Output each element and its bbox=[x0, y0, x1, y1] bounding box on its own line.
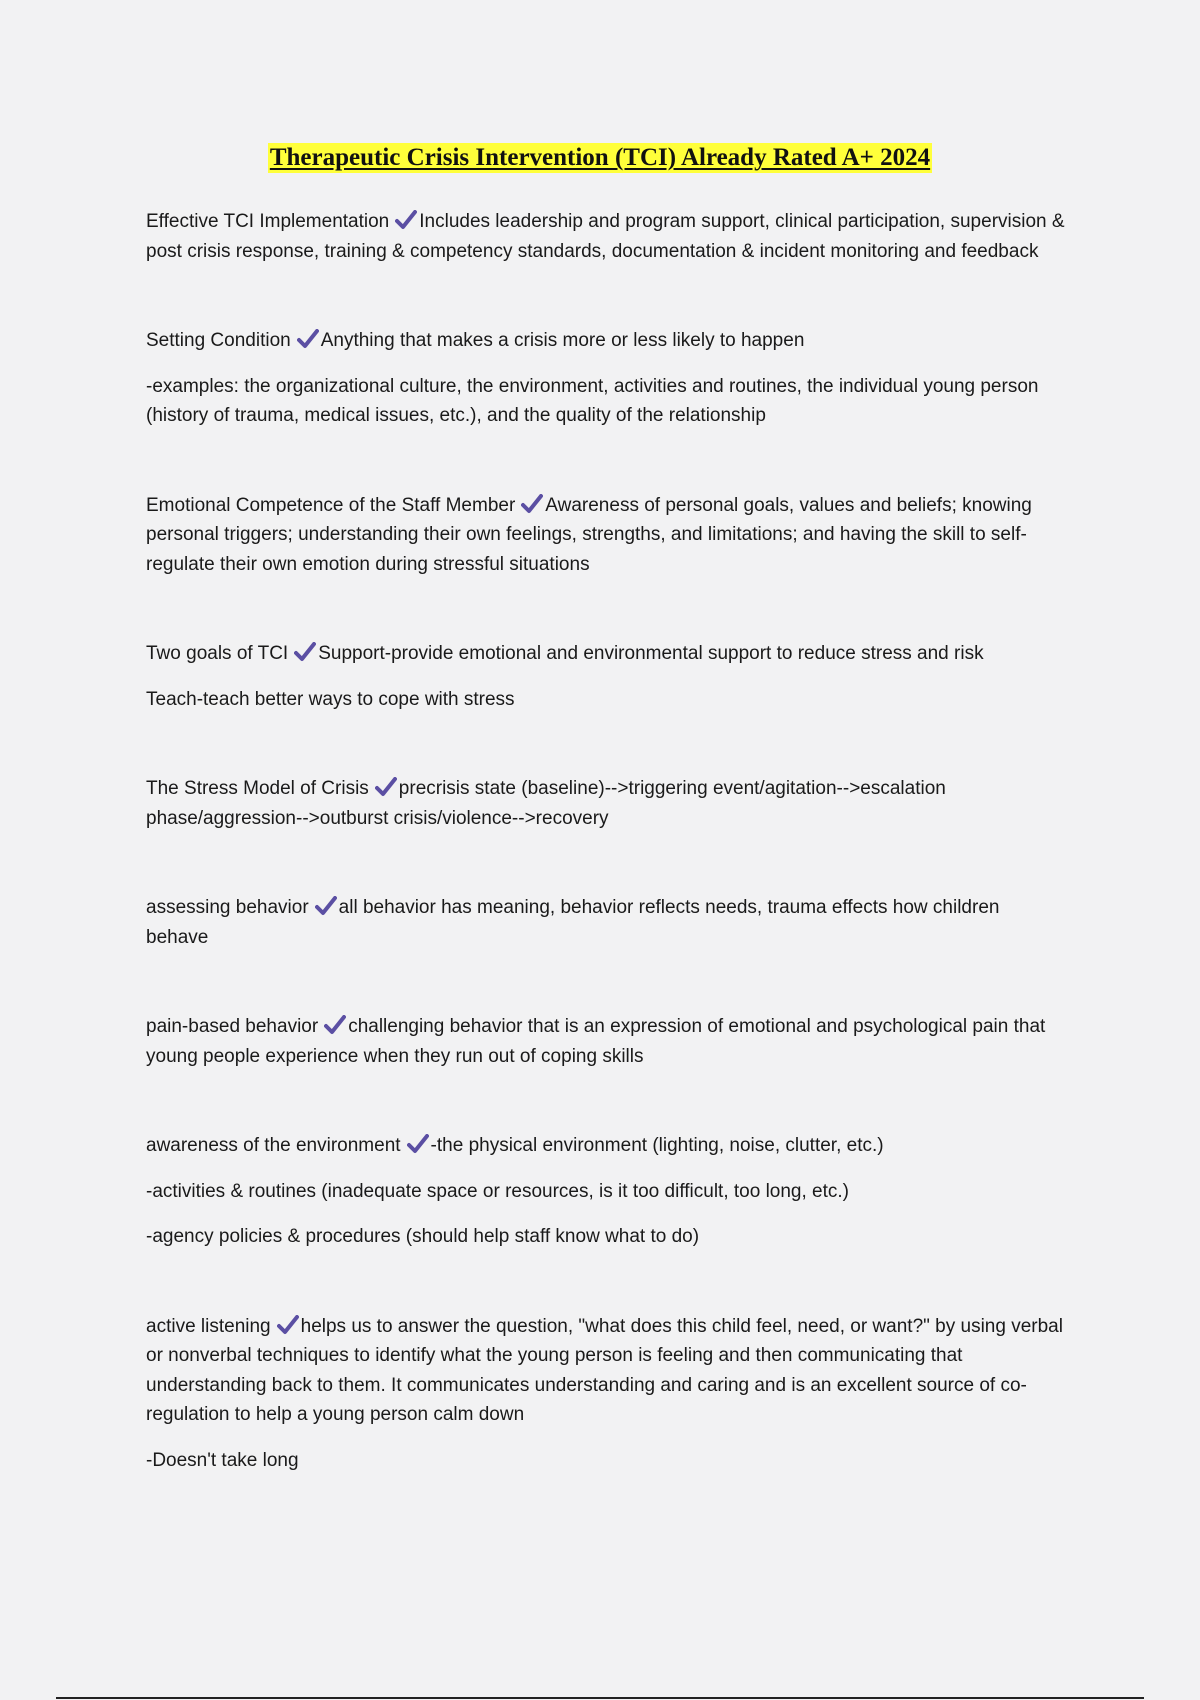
qa-entry bbox=[146, 326, 1066, 431]
entry-definition: all behavior has meaning, behavior reflects needs, trauma effects how children behave bbox=[146, 897, 1000, 948]
entry-term: The Stress Model of Crisis bbox=[146, 778, 369, 799]
entry-main-line bbox=[146, 774, 1066, 833]
qa-entry bbox=[146, 774, 1066, 833]
entry-term: assessing behavior bbox=[146, 897, 309, 918]
qa-entry bbox=[146, 639, 1066, 714]
entry-term: Two goals of TCI bbox=[146, 643, 289, 664]
entry-definition: Includes leadership and program support, clinical participation, supervision & post crisis response, training & competency standards, documentation & incident monitoring and feedback bbox=[146, 211, 1065, 262]
entry-definition: helps us to answer the question, "what does this child feel, need, or want?" by using verbal or nonverbal techniques to identify what the young person is feeling and then communicating that understanding back to them. It communicates understanding and caring and is an excellent source of co-regulation to help a young person calm down bbox=[146, 1315, 1063, 1425]
title-wrap bbox=[0, 143, 1200, 173]
checkmark-icon bbox=[324, 1015, 346, 1035]
entry-main-line bbox=[146, 1012, 1066, 1071]
entry-main-line bbox=[146, 326, 1066, 356]
qa-entry bbox=[146, 1312, 1066, 1476]
qa-entry bbox=[146, 1131, 1066, 1252]
qa-entry bbox=[146, 491, 1066, 580]
entry-main-line bbox=[146, 1312, 1066, 1430]
entry-main-line bbox=[146, 893, 1066, 952]
document-title: Therapeutic Crisis Intervention (TCI) Already Rated A+ 2024 bbox=[269, 144, 931, 171]
checkmark-icon bbox=[521, 494, 543, 514]
entry-definition: -the physical environment (lighting, noise, clutter, etc.) bbox=[430, 1135, 884, 1156]
entry-main-line bbox=[146, 639, 1066, 669]
entry-extra-line: -Doesn't take long bbox=[146, 1449, 299, 1471]
checkmark-icon bbox=[407, 1134, 429, 1154]
entry-definition: Awareness of personal goals, values and beliefs; knowing personal triggers; understanding their own feelings, strengths, and limitations; and having the skill to self-regulate their own emotion during stressful situations bbox=[146, 494, 1032, 575]
checkmark-icon bbox=[315, 896, 337, 916]
checkmark-icon bbox=[294, 642, 316, 662]
checkmark-icon bbox=[297, 329, 319, 349]
entry-term: Effective TCI Implementation bbox=[146, 211, 390, 232]
document-content bbox=[146, 207, 1066, 1535]
checkmark-icon bbox=[375, 777, 397, 797]
entry-extra-line: -activities & routines (inadequate space or resources, is it too difficult, too long, etc.) bbox=[146, 1180, 849, 1202]
checkmark-icon bbox=[277, 1315, 299, 1335]
entry-term: Emotional Competence of the Staff Member bbox=[146, 494, 516, 516]
entry-term: active listening bbox=[146, 1315, 271, 1337]
entry-definition: Support-provide emotional and environmental support to reduce stress and risk bbox=[318, 643, 984, 664]
checkmark-icon bbox=[395, 210, 417, 230]
entry-definition: precrisis state (baseline)-->triggering event/agitation-->escalation phase/aggression-->outburst crisis/violence-->recovery bbox=[146, 778, 946, 829]
entry-main-line bbox=[146, 491, 1066, 580]
entry-definition: Anything that makes a crisis more or less likely to happen bbox=[320, 330, 805, 351]
qa-entry bbox=[146, 207, 1066, 266]
entry-extra-line: -examples: the organizational culture, the environment, activities and routines, the individual young person (history of trauma, medical issues, etc.), and the quality of the relationship bbox=[146, 375, 1039, 426]
qa-entry bbox=[146, 1012, 1066, 1071]
entry-term: awareness of the environment bbox=[146, 1135, 401, 1156]
entry-extra-line: -agency policies & procedures (should help staff know what to do) bbox=[146, 1226, 700, 1247]
entry-term: pain-based behavior bbox=[146, 1016, 319, 1037]
entry-definition: challenging behavior that is an expression of emotional and psychological pain that young people experience when they run out of coping skills bbox=[146, 1016, 1046, 1067]
entry-main-line bbox=[146, 207, 1066, 266]
entry-term: Setting Condition bbox=[146, 330, 291, 351]
bottom-divider bbox=[56, 1697, 1144, 1699]
qa-entry bbox=[146, 893, 1066, 952]
entry-extra-line: Teach-teach better ways to cope with stress bbox=[146, 688, 515, 710]
entry-main-line bbox=[146, 1131, 1066, 1161]
